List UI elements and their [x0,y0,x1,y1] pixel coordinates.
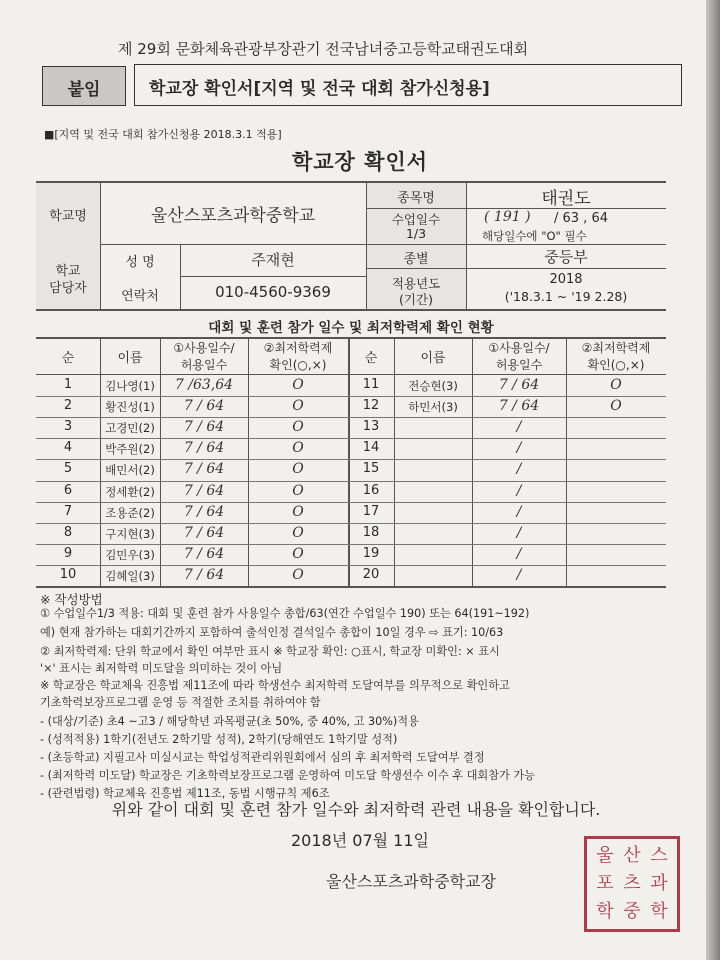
row-days: / [516,419,522,436]
row-days: / [516,440,522,457]
header-num-right: 순 [364,351,378,366]
school-value: 울산스포츠과학중학교 [150,206,316,226]
division-label: 종별 [403,252,429,267]
row-divider [36,565,666,566]
row-check: O [610,377,622,393]
confirmation-statement: 위와 같이 대회 및 훈련 참가 일수와 최저학력 관련 내용을 확인합니다. [111,800,601,819]
header-grade-left-2: 확인(○,×) [269,358,327,372]
row-divider [36,544,666,545]
row-number: 6 [63,482,73,498]
days-value: / 63 , 64 [554,211,608,226]
row-check: O [292,440,304,457]
row-days: 7 / 64 [183,419,225,436]
header-days-right-2: 허용일수 [495,358,543,372]
instruction-line: - (초등학교) 지필고사 미실시교는 학업성적관리위원회에서 심의 후 최저학력 도달여부 결정 [40,751,485,764]
row-days: 7 / 64 [183,566,225,583]
row-number: 16 [362,482,380,498]
manager-label-line1: 학교 [55,264,81,279]
row-check: O [292,503,304,520]
row-days: 7 / 64 [183,545,225,562]
row-name: 김혜일(3) [105,568,155,583]
row-number: 15 [362,461,380,477]
name-value: 주재현 [251,251,295,269]
seal-glyph: 츠 [623,873,641,894]
form-note: ■[지역 및 전국 대회 참가신청용 2018.3.1 적용] [44,128,282,141]
row-divider [36,459,666,460]
row-days: 7 / 64 [183,503,225,520]
row-number: 14 [362,440,380,456]
row-number: 18 [362,524,380,540]
row-number: 1 [63,377,73,392]
row-divider [36,523,666,524]
year-label-line2: (기간) [399,292,433,307]
row-number: 5 [63,461,73,477]
days-label-line2: 1/3 [405,226,427,241]
row-number: 17 [362,503,380,519]
instruction-line: ※ 학교장은 학교체육 진흥법 제11조에 따라 학생선수 최저학력 도달여부를 의무적으로 확인하고 [40,679,510,692]
instruction-line: 기초학력보장프로그램 운영 등 적절한 조치를 취하여야 함 [40,696,321,709]
instruction-line: ※ 작성방법 [40,592,103,607]
seal-glyph: 학 [596,901,614,922]
row-days: 7 / 64 [183,461,225,478]
days-label-line1: 수업일수 [391,212,441,227]
instruction-line: - (관련법령) 학교체육 진흥법 제11조, 동법 시행규칙 제6조 [40,787,330,800]
row-check: O [292,482,304,499]
row-number: 8 [63,524,73,540]
row-number: 20 [362,566,380,582]
row-days: / [516,461,522,478]
row-name: 황진성(1) [105,400,155,415]
attachment-title: 학교장 확인서[지역 및 전국 대회 참가신청용] [149,79,490,99]
row-check: O [292,524,304,541]
year-label-line1: 적용년도 [391,276,441,291]
header-name-left: 이름 [117,351,143,366]
principal-name: 울산스포츠과학중학교장 [326,872,497,891]
seal-glyph: 울 [596,845,614,866]
row-days: 7 / 64 [183,440,225,457]
row-number: 2 [63,398,73,414]
row-number: 13 [362,419,380,435]
year-value: 2018 [549,272,583,287]
attachment-label: 붙임 [67,80,101,100]
document-title: 학교장 확인서 [291,150,429,174]
instruction-line: 예) 현재 참가하는 대회기간까지 포함하여 출석인정 결석일수 총합이 10일 경우 ⇨ 표기: 10/63 [40,626,504,639]
header-grade-left-1: ②최저학력제 [263,341,333,355]
principal-seal [584,836,680,932]
row-days: 7 / 64 [183,524,225,541]
row-days: 7 / 64 [498,398,540,415]
attachment-title-box [134,64,682,106]
row-check: O [292,545,304,562]
event-label: 종목명 [397,191,435,206]
row-days: 7 / 64 [183,398,225,415]
days-note: 해당일수에 "O" 필수 [482,229,587,243]
header-name-right: 이름 [420,351,446,366]
row-name: 구지현(3) [105,526,155,541]
row-name: 조용준(2) [105,505,155,520]
row-check: O [292,419,304,436]
row-name: 하민서(3) [408,400,458,415]
seal-glyph: 산 [623,845,641,866]
row-check: O [292,461,304,478]
row-name: 고경민(2) [105,421,155,436]
contact-label: 연락처 [121,289,159,304]
row-divider [36,417,666,418]
row-name: 전승현(3) [408,379,458,393]
row-name: 박주원(2) [105,442,155,457]
row-check: O [610,398,622,415]
event-value: 태권도 [541,189,591,209]
participation-table-title: 대회 및 훈련 참가 일수 및 최저학력제 확인 현황 [208,320,494,336]
seal-glyph: 스 [650,845,668,866]
contact-value: 010-4560-9369 [215,283,331,301]
row-number: 7 [63,503,73,519]
row-number: 11 [362,377,380,392]
event-title: 제 29회 문화체육관광부장관기 전국남녀중고등학교태권도대회 [118,40,529,58]
paper-edge [706,0,720,960]
header-num-left: 순 [61,351,75,366]
row-divider [36,502,666,503]
row-divider [36,438,666,439]
instruction-line: '×' 표시는 최저학력 미도달을 의미하는 것이 아님 [40,662,283,675]
seal-glyph: 포 [596,873,614,894]
row-number: 9 [63,545,73,561]
row-days: / [516,566,522,583]
row-number: 12 [362,398,380,414]
days-value-handwritten: ( 191 ) [484,209,531,225]
row-days: 7 / 64 [183,482,225,499]
row-check: O [292,398,304,415]
manager-label-line2: 담당자 [49,281,87,296]
row-days: 7 /63,64 [174,377,234,393]
row-divider [36,481,666,482]
row-name: 김나영(1) [105,379,155,393]
instruction-line: - (성적적용) 1학기(전년도 2학기말 성적), 2학기(당해연도 1학기말 성적) [40,733,398,746]
row-number: 3 [63,419,73,435]
row-days: / [516,503,522,520]
instruction-line: ② 최저학력제: 단위 학교에서 확인 여부만 표시 ※ 학교장 확인: ○표시, 학교장 미확인: × 표시 [40,645,500,658]
seal-glyph: 과 [650,873,668,894]
row-days: 7 / 64 [498,377,540,393]
seal-glyph: 학 [650,901,668,922]
row-check: O [292,566,304,583]
header-days-right-1: ①사용일수/ [488,341,550,355]
row-days: / [516,482,522,499]
row-name: 김민우(3) [105,547,155,562]
instruction-line: - (대상/기준) 초4 ~고3 / 해당학년 과목평균(초 50%, 중 40%, 고 30%)적용 [40,715,419,728]
header-grade-right-1: ②최저학력제 [581,341,651,355]
seal-glyph: 중 [623,901,641,922]
header-days-left-2: 허용일수 [180,358,228,372]
row-divider [36,396,666,397]
instruction-line: - (최저학력 미도달) 학교장은 기초학력보장프로그램 운영하여 미도달 학생선수 이수 후 대회참가 가능 [40,769,535,782]
signature-date: 2018년 07월 11일 [291,831,429,850]
attachment-badge [42,66,126,106]
row-days: / [516,545,522,562]
division-value: 중등부 [544,248,588,266]
row-days: / [516,524,522,541]
instruction-line: ① 수업일수1/3 적용: 대회 및 훈련 참가 사용일수 총합/63(연간 수업일수 190) 또는 64(191~192) [40,607,530,620]
name-label: 성 명 [125,255,155,270]
row-number: 10 [59,566,77,582]
row-check: O [292,377,304,393]
row-name: 정세환(2) [105,484,155,499]
row-number: 19 [362,545,380,561]
seal-lettering [587,839,677,929]
row-number: 4 [63,440,73,456]
school-label: 학교명 [49,209,87,224]
row-name: 배민서(2) [105,463,155,478]
header-grade-right-2: 확인(○,×) [587,358,645,372]
header-days-left-1: ①사용일수/ [173,341,235,355]
period-value: ('18.3.1 ~ '19 2.28) [504,289,628,304]
